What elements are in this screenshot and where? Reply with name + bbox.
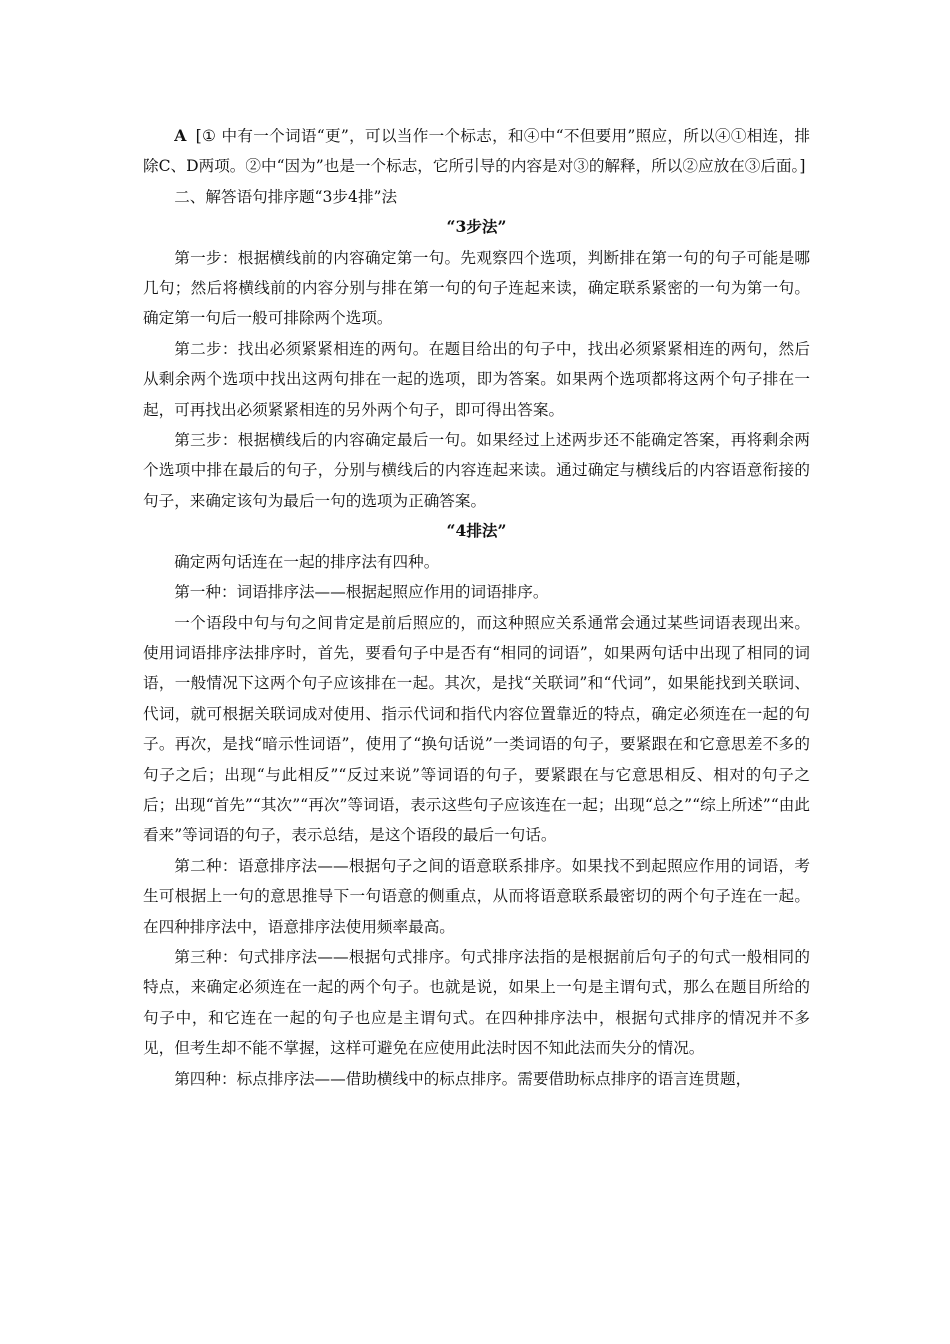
method-one-body: 一个语段中句与句之间肯定是前后照应的，而这种照应关系通常会通过某些词语表现出来。使用词语排序法排序时，首先，要看句子中是否有“相同的词语”，如果两句话中出现了相同的词语，一般情况下这两个句子应该排在一起。其次，是找“关联词”和“代词”，如果能找到关联词、代词，就可根据关联词成对使用、指示代词和指代内容位置靠近的特点，确定必须连在一起的句子。再次，是找“暗示性词语”，使用了“换句话说”一类词语的句子，要紧跟在和它意思差不多的句子之后；出现“与此相反”“反过来说”等词语的句子，要紧跟在与它意思相反、相对的句子之后；出现“首先”“其次”“再次”等词语，表示这些句子应该连在一起；出现“总之”“综上所述”“由此看来”等词语的句子，表示总结，是这个语段的最后一句话。	[143, 613, 810, 845]
step-two-paragraph: 第二步：找出必须紧紧相连的两句。在题目给出的句子中，找出必须紧紧相连的两句，然后从剩余两个选项中找出这两句排在一起的选项，即为答案。如果两个选项都将这两个句子排在一起，可再找出必须紧紧相连的另外两个句子，即可得出答案。	[143, 339, 810, 419]
section-title: 二、解答语句排序题“3步4排”法	[174, 187, 398, 206]
document-body	[143, 121, 810, 1094]
step-one-paragraph: 第一步：根据横线前的内容确定第一句。先观察四个选项，判断排在第一句的句子可能是哪几句；然后将横线前的内容分别与排在第一句的句子连起来读，确定联系紧密的一句为第一句。确定第一句后一般可排除两个选项。	[143, 248, 810, 328]
answer-explanation: [① 中有一个词语“更”，可以当作一个标志，和④中“不但要用”照应，所以④①相连，排除C、D两项。②中“因为”也是一个标志，它所引导的内容是对③的解释，所以②应放在③后面。]	[143, 127, 810, 176]
three-steps-heading: “3步法”	[446, 217, 507, 237]
method-two-paragraph: 第二种：语意排序法——根据句子之间的语意联系排序。如果找不到起照应作用的词语，考生可根据上一句的意思推导下一句语意的侧重点，从而将语意联系最密切的两个句子连在一起。在四种排序法中，语意排序法使用频率最高。	[143, 856, 810, 936]
method-four-paragraph: 第四种：标点排序法——借助横线中的标点排序。需要借助标点排序的语言连贯题，	[174, 1069, 752, 1088]
method-one-title: 第一种：词语排序法——根据起照应作用的词语排序。	[174, 583, 549, 602]
answer-letter: A	[174, 126, 187, 145]
four-methods-heading: “4排法”	[446, 521, 507, 541]
step-three-paragraph: 第三步：根据横线后的内容确定最后一句。如果经过上述两步还不能确定答案，再将剩余两个选项中排在最后的句子，分别与横线后的内容连起来读。通过确定与横线后的内容语意衔接的句子，来确定该句为最后一句的选项为正确答案。	[143, 431, 810, 510]
answer-paragraph	[143, 121, 810, 182]
four-methods-intro: 确定两句话连在一起的排序法有四种。	[174, 552, 440, 571]
method-three-paragraph: 第三种：句式排序法——根据句式排序。句式排序法指的是根据前后句子的句式一般相同的特点，来确定必须连在一起的两个句子。也就是说，如果上一句是主谓句式，那么在题目所给的句子中，和它连在一起的句子也应是主谓句式。在四种排序法中，根据句式排序的情况并不多见，但考生却不能不掌握，这样可避免在应使用此法时因不知此法而失分的情况。	[143, 947, 810, 1058]
